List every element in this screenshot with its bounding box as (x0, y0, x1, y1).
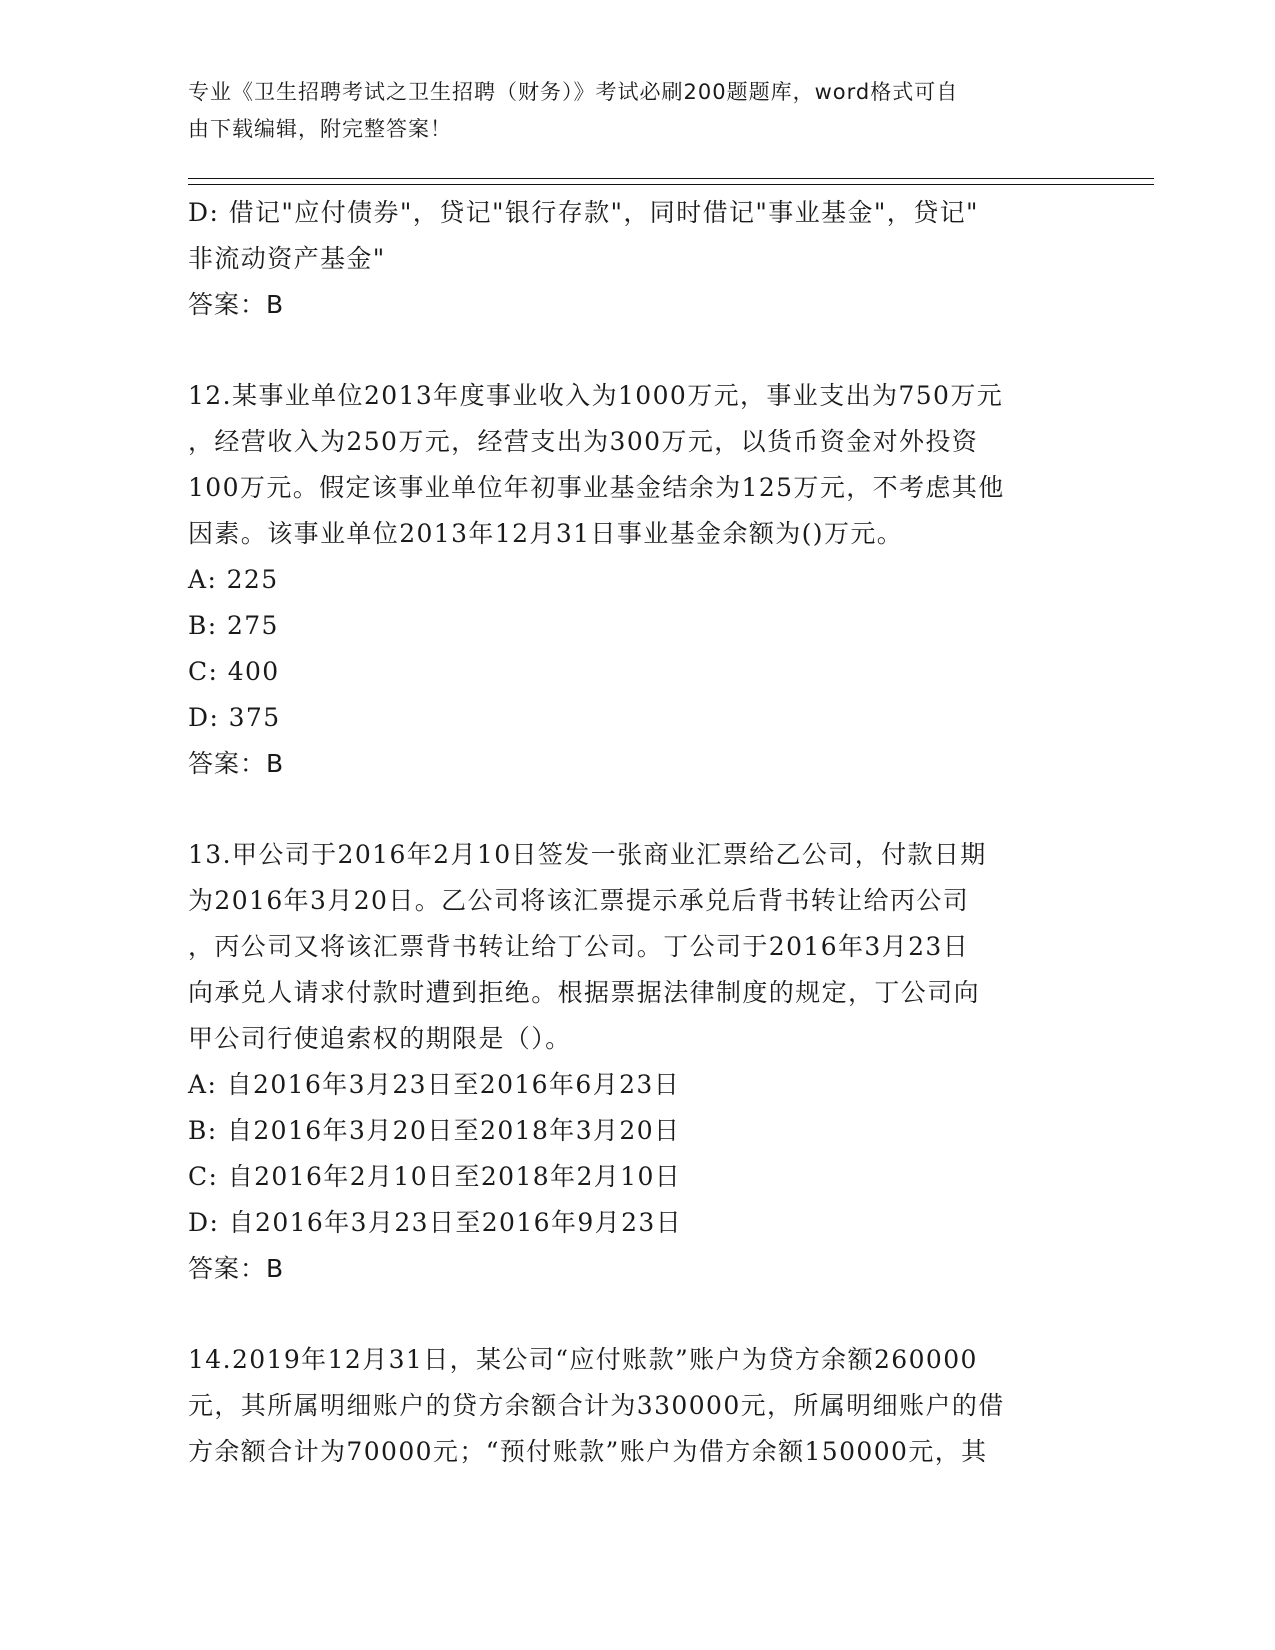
header-title-line-2: 由下载编辑，附完整答案！ (188, 117, 452, 141)
q14-stem-line: 元，其所属明细账户的贷方余额合计为330000元，所属明细账户的借 (188, 1391, 1005, 1420)
q14-stem-line: 14.2019年12月31日，某公司“应付账款”账户为贷方余额260000 (188, 1345, 978, 1374)
q12-option-d: D: 375 (188, 703, 281, 732)
prev-answer: 答案：B (188, 290, 285, 319)
q12-stem-line: ，经营收入为250万元，经营支出为300万元，以货币资金对外投资 (188, 427, 979, 456)
q13-stem-line: 为2016年3月20日。乙公司将该汇票提示承兑后背书转让给丙公司 (188, 886, 970, 915)
document-header (188, 74, 1088, 148)
q13-option-d: D: 自2016年3月23日至2016年9月23日 (188, 1208, 683, 1237)
spacer (188, 328, 1088, 373)
q13-option-c: C: 自2016年2月10日至2018年2月10日 (188, 1162, 682, 1191)
q12-option-b: B: 275 (188, 611, 279, 640)
spacer (188, 1292, 1088, 1337)
header-divider-top (188, 178, 1154, 179)
q12-answer: 答案：B (188, 749, 285, 778)
q13-option-b: B: 自2016年3月20日至2018年3月20日 (188, 1116, 681, 1145)
q12-stem-line: 因素。该事业单位2013年12月31日事业基金余额为()万元。 (188, 519, 904, 548)
q13-stem-line: 向承兑人请求付款时遭到拒绝。根据票据法律制度的规定，丁公司向 (188, 978, 981, 1007)
q12-stem-line: 12.某事业单位2013年度事业收入为1000万元，事业支出为750万元 (188, 381, 1004, 410)
header-divider-bottom (188, 184, 1154, 185)
q14-stem-line: 方余额合计为70000元；“预付账款”账户为借方余额150000元，其 (188, 1437, 988, 1466)
header-title-line-1: 专业《卫生招聘考试之卫生招聘（财务）》考试必刷200题题库，word格式可自 (188, 80, 959, 104)
q12-option-a: A: 225 (188, 565, 279, 594)
q13-stem-line: ，丙公司又将该汇票背书转让给丁公司。丁公司于2016年3月23日 (188, 932, 970, 961)
q13-stem-line: 13.甲公司于2016年2月10日签发一张商业汇票给乙公司，付款日期 (188, 840, 987, 869)
q12-option-c: C: 400 (188, 657, 280, 686)
q13-option-a: A: 自2016年3月23日至2016年6月23日 (188, 1070, 681, 1099)
question-content (188, 190, 1088, 1475)
q12-stem-line: 100万元。假定该事业单位年初事业基金结余为125万元，不考虑其他 (188, 473, 1005, 502)
spacer (188, 787, 1088, 832)
prev-option-d-line-1: D: 借记"应付债券"，贷记"银行存款"，同时借记"事业基金"，贷记" (188, 198, 979, 227)
q13-answer: 答案：B (188, 1254, 285, 1283)
q13-stem-line: 甲公司行使追索权的期限是（）。 (188, 1024, 572, 1053)
prev-option-d-line-2: 非流动资产基金" (188, 244, 386, 273)
